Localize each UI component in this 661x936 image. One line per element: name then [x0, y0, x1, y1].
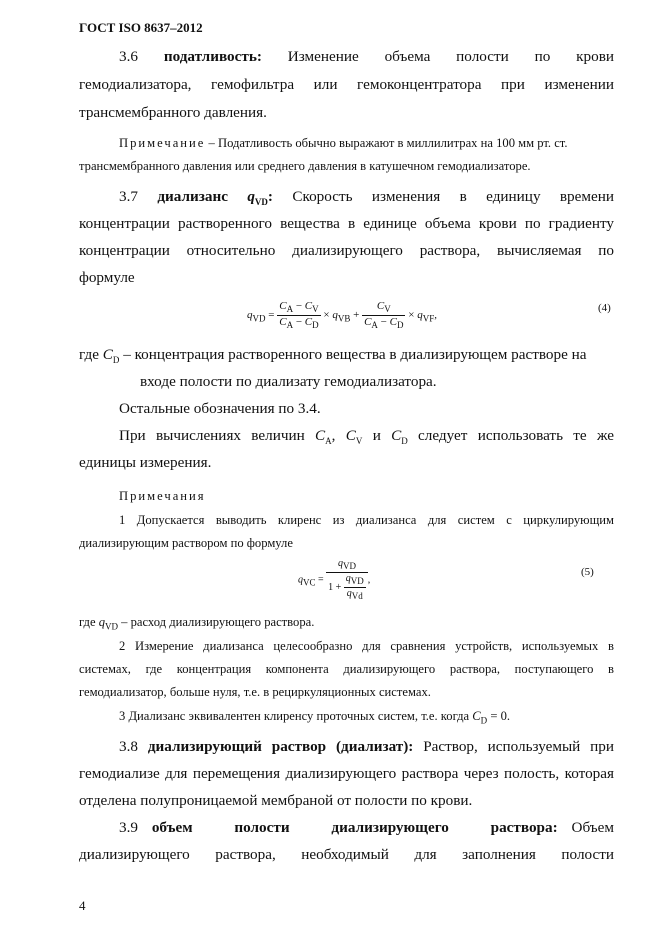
fraction-2	[362, 300, 405, 331]
note-text: – Податливость обычно выражают в миллилитрах на 100 мм рт. ст.	[205, 136, 568, 150]
where-text: – расход диализирующего раствора.	[117, 615, 315, 629]
formula-operator: −	[377, 316, 390, 329]
note-2-line-3: гемодиализатор, больше нуля, т.е. в рециркуляционных системах.	[79, 685, 431, 699]
formula-symbol: C	[376, 300, 385, 312]
fraction-inner	[344, 573, 366, 602]
fraction-1	[277, 300, 320, 331]
formula-symbol: C	[279, 300, 287, 312]
note-1-line-2: диализирующим раствором по формуле	[79, 536, 293, 550]
note-1-line-1: 1 Допускается выводить клиренс из диализанса для систем с циркулирующим	[119, 513, 614, 527]
formula-symbol: q	[337, 558, 343, 569]
formula-subscript: D	[312, 320, 319, 331]
formula-operator: ×	[320, 309, 333, 322]
clause-3-7-line-4: формуле	[79, 269, 135, 286]
formula-operator: ×	[405, 309, 418, 322]
formula-symbol: C	[389, 316, 397, 329]
symbol-q: q	[98, 615, 105, 629]
symbol-q: q	[247, 188, 255, 205]
formula-symbol: q	[247, 309, 253, 322]
note-2-line-2: системах, где концентрация компонента диализирующего раствора, поступающего в	[79, 662, 614, 676]
formula-operator: −	[293, 316, 305, 329]
clause-number: 3.7	[119, 188, 138, 205]
formula-operator: 1 +	[328, 581, 344, 593]
definition-text: Изменение объема полости по крови	[287, 48, 614, 65]
clause-3-8-line-2: гемодиализе для перемещения диализирующего раствора через полость, которая	[79, 765, 614, 782]
note-3	[119, 706, 614, 731]
formula-subscript: VC	[303, 577, 316, 588]
separator: и	[362, 427, 392, 444]
clause-number: 3.8	[119, 738, 138, 755]
formula-subscript: A	[371, 320, 378, 331]
formula-4	[247, 300, 437, 331]
formula-5-number: (5)	[581, 566, 594, 578]
page-number: 4	[79, 898, 86, 913]
symbol-subscript: D	[401, 436, 408, 447]
definition-text: Скорость изменения в единицу времени	[292, 188, 615, 205]
clause-3-8-line-3: отделена полупроницаемой мембраной от полости по крови.	[79, 792, 473, 809]
clause-3-6-line-1	[119, 47, 614, 67]
symbol-subscript: D	[480, 715, 488, 726]
formula-symbol: C	[304, 300, 313, 312]
separator: ,	[331, 427, 346, 444]
formula-5	[298, 558, 370, 602]
definition-text: Объем	[571, 819, 615, 836]
formula-punctuation: ,	[434, 309, 437, 322]
clause-3-8-line-1	[119, 737, 614, 757]
formula-subscript: A	[286, 320, 294, 331]
term-dialysance: диализанс	[157, 188, 228, 205]
clause-3-9-line-1	[119, 818, 614, 838]
formula-symbol: C	[304, 316, 313, 329]
symbol-c: C	[345, 427, 356, 444]
formula-operator: −	[293, 300, 305, 312]
symbol-c: C	[472, 709, 481, 723]
note-2-line-1: 2 Измерение диализанса целесообразно для сравнения устройств, используемых в	[119, 639, 614, 653]
formula-symbol: q	[417, 309, 423, 322]
symbol-c: C	[391, 427, 402, 444]
where-word: где	[79, 346, 103, 363]
formula-symbol: C	[279, 316, 287, 329]
formula-subscript: VF	[422, 313, 435, 324]
formula-subscript: VD	[342, 561, 356, 571]
formula-subscript: VB	[337, 313, 351, 324]
where-word: где	[79, 615, 99, 629]
formula-subscript: Vd	[351, 591, 363, 601]
symbol-c: C	[315, 427, 326, 444]
note-line-1	[119, 133, 614, 153]
calc-line-2: единицы измерения.	[79, 454, 212, 471]
formula-operator: +	[350, 309, 363, 322]
clause-3-9-line-2: диализирующего раствора, необходимый для заполнения полости	[79, 846, 614, 863]
calc-line-1	[119, 426, 614, 451]
symbol-subscript: VD	[254, 197, 268, 208]
term-dialysing-fluid: диализирующий раствор (диализат):	[147, 738, 414, 755]
term-symbol	[247, 188, 273, 208]
calc-text: При вычислениях величин	[119, 427, 316, 444]
formula-symbol: C	[364, 316, 372, 329]
formula-subscript: V	[312, 304, 319, 315]
colon: :	[267, 188, 273, 205]
definition-text: Раствор, используемый при	[413, 738, 615, 755]
formula-subscript: VD	[252, 313, 266, 324]
where-line-1	[79, 345, 614, 370]
formula-operator: =	[265, 309, 278, 322]
formula-symbol: q	[345, 573, 351, 584]
fraction-outer	[326, 558, 368, 602]
clause-number: 3.9	[119, 819, 138, 836]
term-dialysate-compartment-volume: объем полости диализирующего раствора:	[151, 819, 558, 836]
formula-punctuation: ,	[367, 574, 371, 586]
note-line-2: трансмембранного давления или среднего давления в катушечном гемодиализаторе.	[79, 159, 531, 173]
page-header: ГОСТ ISO 8637–2012	[79, 20, 203, 35]
clause-3-6-line-3: трансмембранного давления.	[79, 104, 267, 121]
symbol-c: C	[102, 346, 113, 363]
clause-3-7-line-3: концентрации относительно диализирующего раствора, вычисляемая по	[79, 242, 614, 259]
clause-3-7-line-1	[119, 187, 614, 212]
clause-number: 3.6	[119, 48, 138, 65]
symbol-subscript: V	[355, 436, 363, 447]
calc-text: следует использовать те же	[407, 427, 614, 444]
formula-subscript: V	[384, 304, 391, 315]
term-compliance: податливость:	[163, 48, 262, 65]
formula-symbol: q	[332, 309, 338, 322]
formula-subscript: VD	[350, 576, 364, 586]
formula-subscript: A	[286, 304, 294, 315]
note-label: Примечание	[119, 136, 206, 150]
symbol-subscript: D	[112, 355, 120, 366]
other-notations: Остальные обозначения по 3.4.	[119, 400, 321, 417]
notes-label: Примечания	[119, 489, 206, 503]
formula-operator: =	[315, 574, 327, 586]
note-1-where	[79, 612, 614, 637]
where-line-2: входе полости по диализату гемодиализатора.	[140, 373, 437, 390]
where-text: – концентрация растворенного вещества в диализирующем растворе на	[119, 346, 587, 363]
symbol-subscript: A	[325, 436, 332, 447]
clause-3-6-line-2: гемодиализатора, гемофильтра или гемоконцентратора при изменении	[79, 76, 614, 93]
formula-symbol: q	[298, 574, 303, 586]
note-3-text: 3 Диализанс эквивалентен клиренсу проточных систем, т.е. когда	[119, 709, 473, 723]
formula-subscript: D	[396, 320, 404, 331]
symbol-subscript: VD	[104, 621, 118, 632]
note-3-text: = 0.	[487, 709, 511, 723]
clause-3-7-line-2: концентрации растворенного вещества в единице объема крови по градиенту	[79, 215, 614, 232]
formula-4-number: (4)	[598, 302, 611, 314]
formula-symbol: q	[346, 588, 352, 599]
